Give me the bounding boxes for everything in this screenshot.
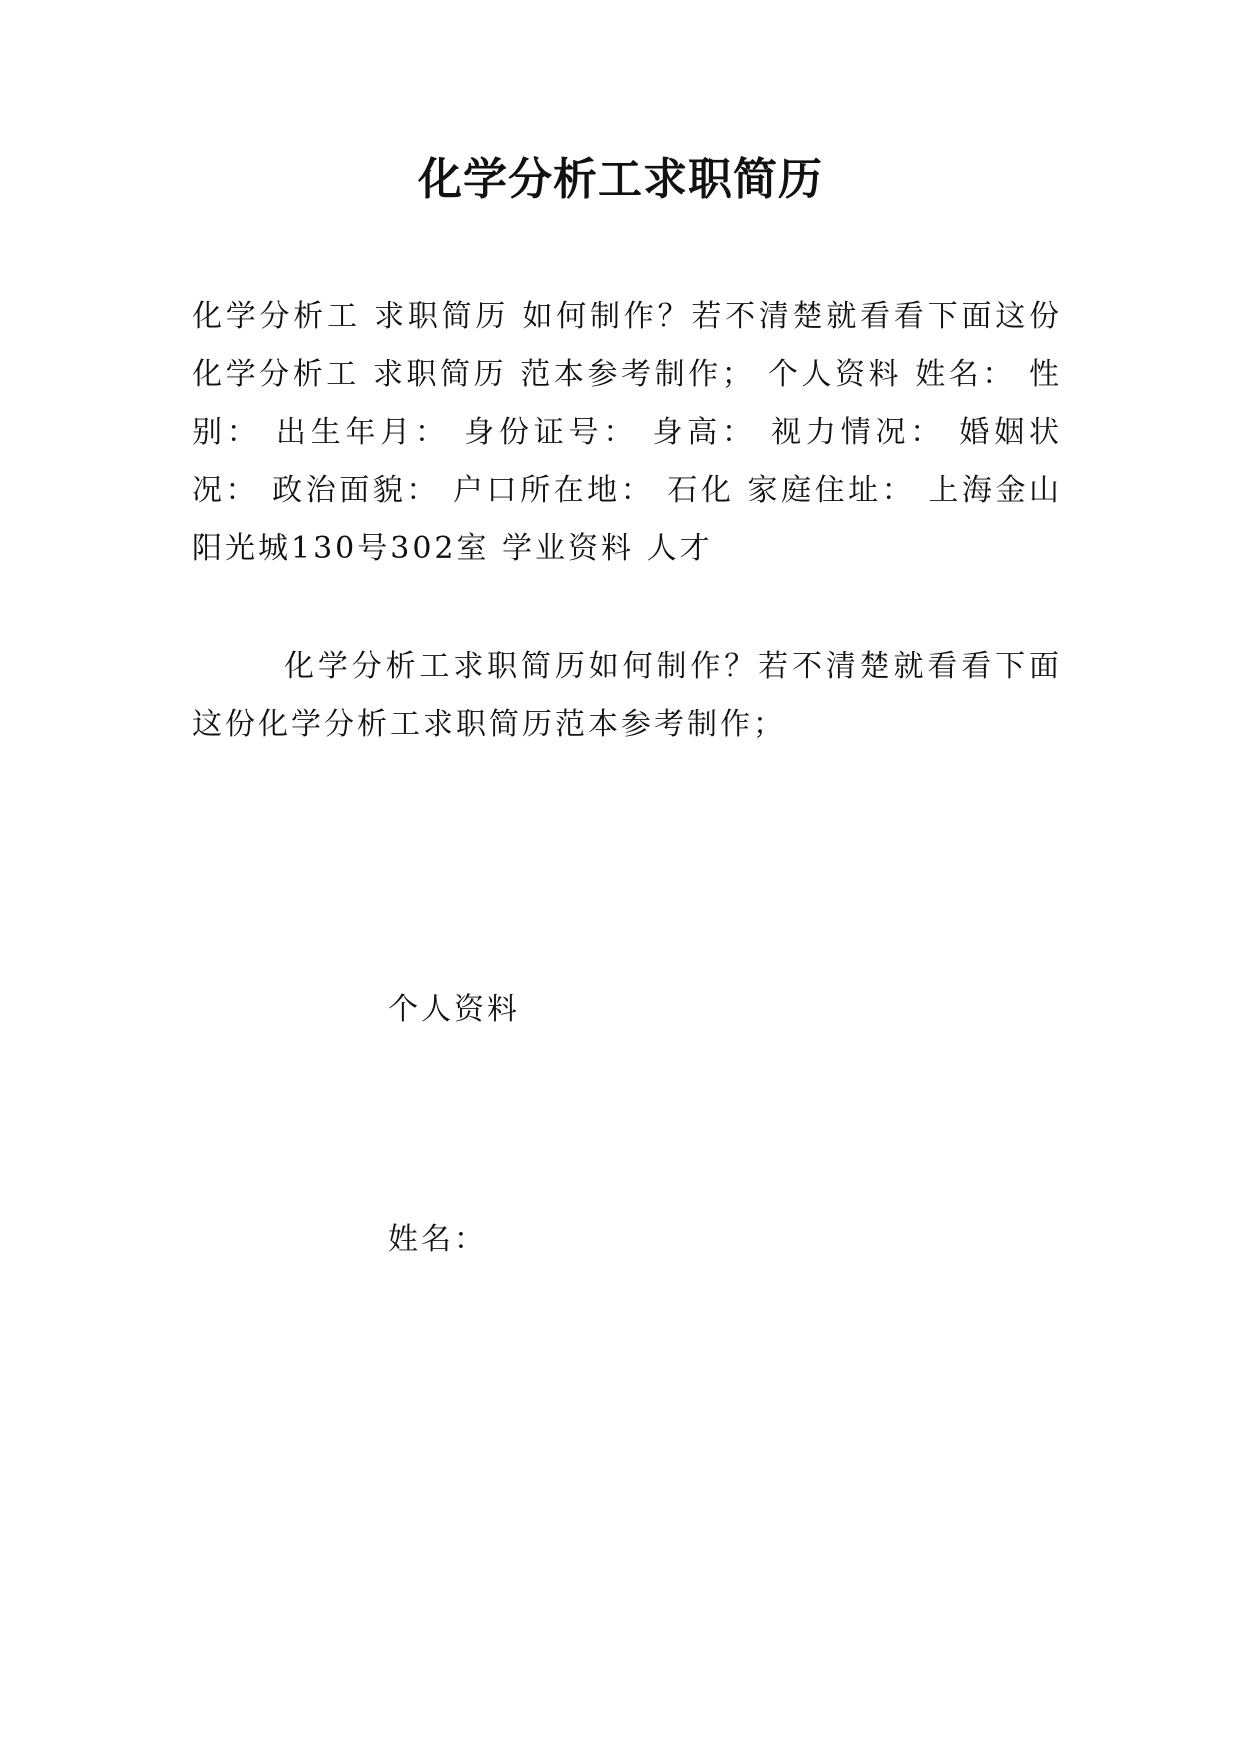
section-heading-personal-info: 个人资料 (388, 992, 520, 1027)
field-label-name: 姓名： (388, 1222, 487, 1257)
intro-paragraph: 化学分析工求职简历如何制作？若不清楚就看看下面这份化学分析工求职简历范本参考制作； (192, 649, 1062, 742)
document-title: 化学分析工求职简历 (418, 154, 823, 205)
summary-paragraph: 化学分析工 求职简历 如何制作？若不清楚就看看下面这份化学分析工 求职简历 范本参考制作； 个人资料 姓名： 性别： 出生年月： 身份证号： 身高： 视力情况： 婚姻状况： 政治面貌： 户口所在地： 石化 家庭住址： 上海金山阳光城130号302室 学业资料 人才 (192, 299, 1062, 566)
